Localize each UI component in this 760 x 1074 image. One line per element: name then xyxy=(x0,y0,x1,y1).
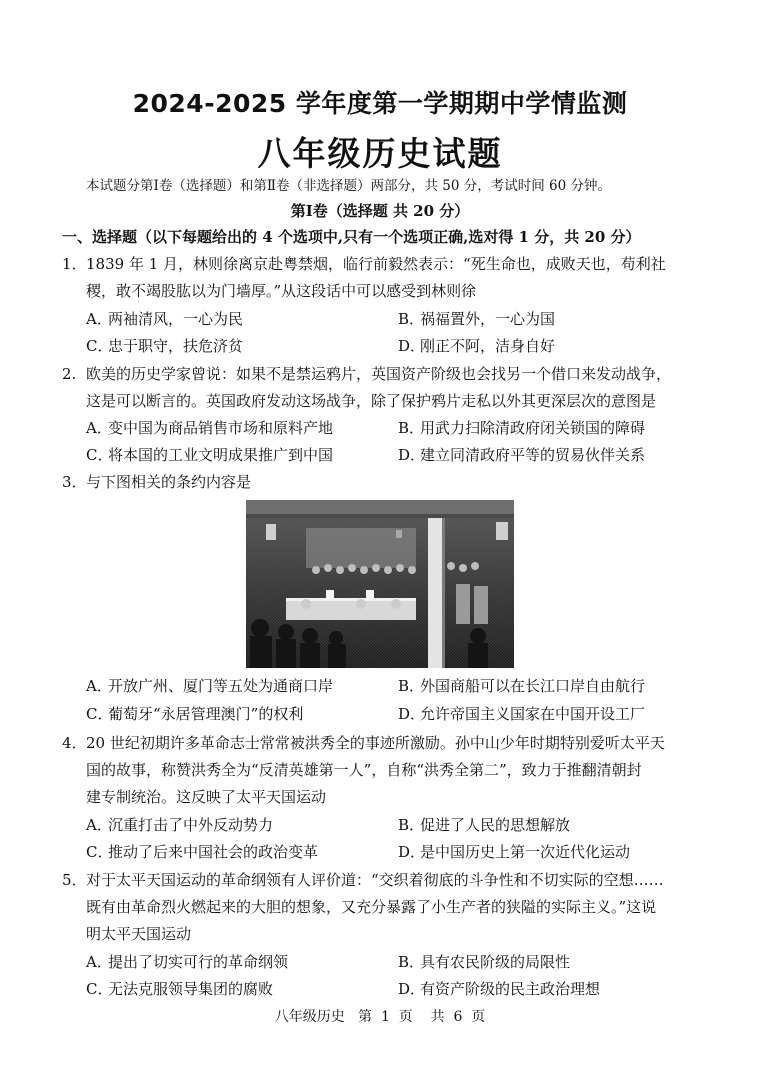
question-3-line-1 xyxy=(62,472,752,492)
question-1-option-c[interactable]: C．忠于职守，扶危济贫 xyxy=(86,337,244,355)
exam-instructions: 本试题分第Ⅰ卷（选择题）和第Ⅱ卷（非选择题）两部分，共 50 分，考试时间 60 分钟。 xyxy=(86,178,612,194)
treaty-signing-engraving-icon xyxy=(246,500,514,668)
question-2-line-1 xyxy=(62,364,752,384)
question-1-line-1 xyxy=(62,254,752,274)
question-5-text: 对于太平天国运动的革命纲领有人评价道：“交织着彻底的斗争性和不切实际的空想…… xyxy=(86,871,664,889)
exam-title: 2024-2025 学年度第一学期期中学情监测 xyxy=(132,89,628,118)
question-4-option-d[interactable]: D．是中国历史上第一次近代化运动 xyxy=(398,843,631,861)
question-1-number: 1． xyxy=(62,255,87,273)
question-5-line-2: 既有由革命烈火燃起来的大胆的想象，又充分暴露了小生产者的狭隘的实际主义。”这说 xyxy=(86,898,657,916)
question-5-option-b[interactable]: B．具有农民阶级的局限性 xyxy=(398,953,571,971)
question-5-option-c[interactable]: C．无法克服领导集团的腐败 xyxy=(86,980,274,998)
question-3-option-b[interactable]: B．外国商船可以在长江口岸自由航行 xyxy=(398,677,646,695)
question-3-text: 与下图相关的条约内容是 xyxy=(86,473,252,491)
question-1-option-d[interactable]: D．刚正不阿，洁身自好 xyxy=(398,337,556,355)
question-4-line-2: 国的故事，称赞洪秀全为“反清英雄第一人”，自称“洪秀全第二”，致力于推翻清朝封 xyxy=(86,761,642,779)
section-heading: 一、选择题（以下每题给出的 4 个选项中,只有一个选项正确,选对得 1 分，共 20 分） xyxy=(62,228,641,246)
question-4-line-1 xyxy=(62,733,752,753)
question-5-line-1 xyxy=(62,870,752,890)
exam-subject-title: 八年级历史试题 xyxy=(257,134,503,173)
part-heading: 第Ⅰ卷（选择题 共 20 分） xyxy=(290,202,470,220)
question-2-option-a[interactable]: A．变中国为商品销售市场和原料产地 xyxy=(86,419,334,437)
question-4-number: 4． xyxy=(62,734,87,752)
question-5-option-a[interactable]: A．提出了切实可行的革命纲领 xyxy=(86,953,289,971)
question-4-line-3: 建专制统治。这反映了太平天国运动 xyxy=(86,788,327,806)
question-1-option-a[interactable]: A．两袖清风，一心为民 xyxy=(86,310,244,328)
question-4-option-a[interactable]: A．沉重打击了中外反动势力 xyxy=(86,816,274,834)
question-2-option-c[interactable]: C．将本国的工业文明成果推广到中国 xyxy=(86,446,334,464)
question-1-line-2: 稷，敢不竭股肱以为门墙厚。”从这段话中可以感受到林则徐 xyxy=(86,282,477,300)
question-3-option-c[interactable]: C．葡萄牙“永居管理澳门”的权利 xyxy=(86,705,304,723)
question-2-text: 欧美的历史学家曾说：如果不是禁运鸦片，英国资产阶级也会找另一个借口来发动战争， xyxy=(86,365,672,383)
question-3-option-a[interactable]: A．开放广州、厦门等五处为通商口岸 xyxy=(86,677,334,695)
question-5-option-d[interactable]: D．有资产阶级的民主政治理想 xyxy=(398,980,601,998)
page-footer: 八年级历史 第 1 页 共 6 页 xyxy=(274,1009,486,1025)
question-3-option-d[interactable]: D．允许帝国主义国家在中国开设工厂 xyxy=(398,705,646,723)
question-4-text: 20 世纪初期许多革命志士常常被洪秀全的事迹所激励。孙中山少年时期特别爱听太平天 xyxy=(86,734,665,752)
question-5-line-3: 明太平天国运动 xyxy=(86,925,192,943)
question-2-option-d[interactable]: D．建立同清政府平等的贸易伙伴关系 xyxy=(398,446,646,464)
question-4-option-c[interactable]: C．推动了后来中国社会的政治变革 xyxy=(86,843,319,861)
question-1-option-b[interactable]: B．祸福置外，一心为国 xyxy=(398,310,556,328)
engraving-illustration xyxy=(246,500,514,668)
question-3-number: 3． xyxy=(62,473,87,491)
question-2-line-2: 这是可以断言的。英国政府发动这场战争，除了保护鸦片走私以外其更深层次的意图是 xyxy=(86,392,657,410)
question-5-number: 5． xyxy=(62,871,87,889)
question-1-text: 1839 年 1 月，林则徐离京赴粤禁烟，临行前毅然表示：“死生命也，成败天也，苟利社 xyxy=(86,255,666,273)
question-4-option-b[interactable]: B．促进了人民的思想解放 xyxy=(398,816,571,834)
question-2-number: 2. xyxy=(62,365,77,383)
question-2-option-b[interactable]: B．用武力扫除清政府闭关锁国的障碍 xyxy=(398,419,646,437)
